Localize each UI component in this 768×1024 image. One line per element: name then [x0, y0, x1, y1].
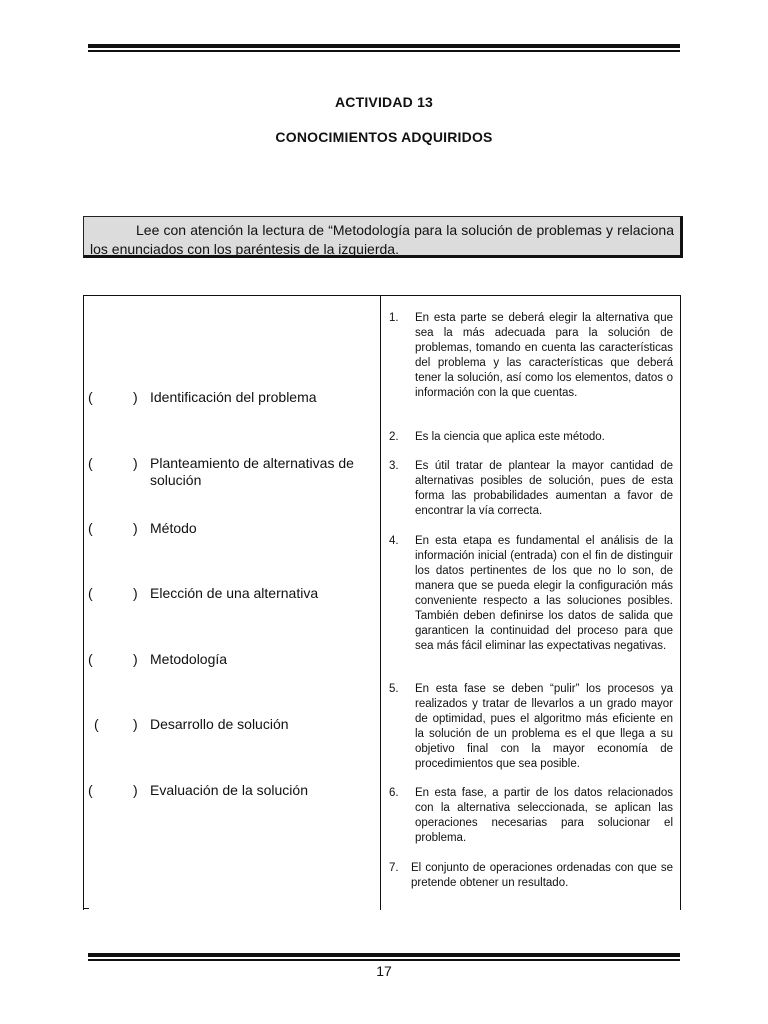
description-number: 5. — [389, 683, 399, 695]
paren-open: ( — [88, 782, 93, 798]
description-number: 2. — [389, 431, 399, 443]
match-item-label: Desarrollo de solución — [150, 716, 289, 732]
top-rule-thick — [88, 44, 680, 48]
description-text: En esta fase se deben “pulir” los procesos ya realizados y tratar de llevarlos a un grado mayor de optimidad, pues el algoritmo más eficiente en la solución de un problema es el que llega a su objetivo final con la mayor economía de procedimientos que sea posible. — [415, 683, 673, 770]
paren-open: ( — [88, 585, 93, 601]
paren-open: ( — [94, 716, 99, 732]
paren-open: ( — [88, 520, 93, 536]
description-text: En esta etapa es fundamental el análisis de la información inicial (entrada) con el fin de distinguir los datos pertinentes de los que no lo son, de manera que se pueda elegir la configuración más conveniente respecto a las soluciones posibles. También deben definirse los datos de salida que garanticen la continuidad del proceso para que sea más fácil eliminar las expectativas negativas. — [415, 535, 673, 652]
bottom-rule-thick — [88, 953, 680, 957]
paren-close: ) — [133, 716, 138, 732]
activity-title: ACTIVIDAD 13 — [334, 94, 434, 110]
paren-open: ( — [88, 651, 93, 667]
paren-close: ) — [133, 585, 138, 601]
match-item-label: Método — [150, 520, 197, 536]
paren-close: ) — [133, 651, 138, 667]
activity-subtitle: CONOCIMIENTOS ADQUIRIDOS — [275, 129, 493, 145]
description-text: En esta parte se deberá elegir la alternativa que sea la más adecuada para la solución de problemas, tomando en cuenta las características del problema y las características que deberá tener la solución, así como los elementos, datos o información con la que cuentas. — [415, 312, 673, 399]
match-item-label: Planteamiento de alternativas de solución — [150, 455, 354, 488]
description-number: 7. — [389, 862, 399, 874]
match-item-label: Identificación del problema — [150, 389, 317, 405]
column-divider — [380, 295, 381, 910]
paren-open: ( — [88, 455, 93, 471]
description-text: El conjunto de operaciones ordenadas con que se pretende obtener un resultado. — [411, 862, 673, 889]
instruction-box — [83, 216, 683, 258]
description-text: Es la ciencia que aplica este método. — [415, 431, 605, 443]
page-number: 17 — [376, 963, 392, 979]
bottom-rule-thin — [88, 959, 680, 961]
instruction-text: Lee con atención la lectura de “Metodología para la solución de problemas y relaciona los enunciados con los paréntesis de la izquierda. — [90, 222, 674, 257]
paren-close: ) — [133, 520, 138, 536]
top-rule-thin — [88, 50, 680, 52]
paren-open: ( — [88, 389, 93, 405]
description-number: 6. — [389, 787, 399, 799]
paren-close: ) — [133, 455, 138, 471]
description-text: Es útil tratar de plantear la mayor cantidad de alternativas posibles de solución, pues de esta forma las probabilidades aumentan a favor de encontrar la vía correcta. — [415, 460, 673, 517]
match-item-label: Elección de una alternativa — [150, 585, 319, 601]
match-item-label: Metodología — [150, 651, 228, 667]
paren-close: ) — [133, 782, 138, 798]
description-number: 4. — [389, 535, 399, 547]
match-item-label: Evaluación de la solución — [150, 782, 308, 798]
description-text: En esta fase, a partir de los datos relacionados con la alternativa seleccionada, se aplican las operaciones necesarias para solucionar el problema. — [415, 787, 673, 844]
description-number: 3. — [389, 460, 399, 472]
description-number: 1. — [389, 312, 399, 324]
paren-close: ) — [133, 389, 138, 405]
table-corner-mark — [83, 908, 89, 909]
